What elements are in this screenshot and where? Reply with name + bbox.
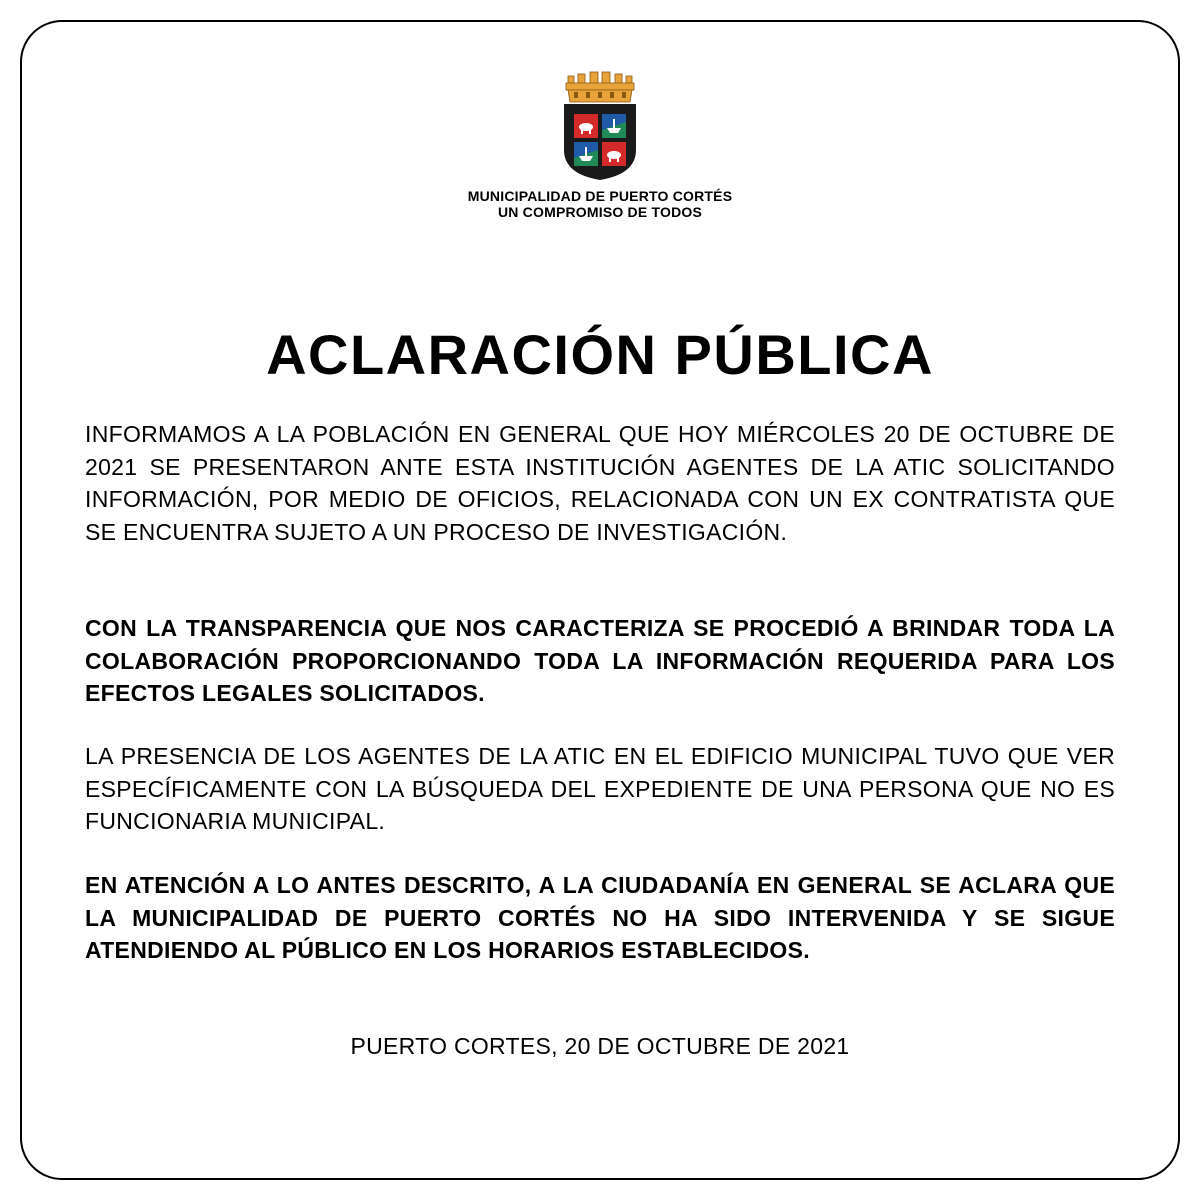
coat-of-arms-icon bbox=[560, 70, 640, 182]
paragraph-1: INFORMAMOS A LA POBLACIÓN EN GENERAL QUE HOY MIÉRCOLES 20 DE OCTUBRE DE 2021 SE PRESENTARON ANTE ESTA INSTITUCIÓN AGENTES DE LA ATIC SOLICITANDO INFORMACIÓN, POR MEDIO DE OFICIOS, RELACIONADA CON UN EX CONTRATISTA QUE SE ENCUENTRA SUJETO A UN PROCESO DE INVESTIGACIÓN. bbox=[85, 421, 1115, 545]
paragraph-2: CON LA TRANSPARENCIA QUE NOS CARACTERIZA SE PROCEDIÓ A BRINDAR TODA LA COLABORACIÓN PROPORCIONANDO TODA LA INFORMACIÓN REQUERIDA PARA LOS EFECTOS LEGALES SOLICITADOS. bbox=[85, 615, 1115, 706]
organization-header bbox=[300, 188, 900, 220]
paragraph-4: EN ATENCIÓN A LO ANTES DESCRITO, A LA CIUDADANÍA EN GENERAL SE ACLARA QUE LA MUNICIPALIDAD DE PUERTO CORTÉS NO HA SIDO INTERVENIDA Y SE SIGUE ATENDIENDO AL PÚBLICO EN LOS HORARIOS ESTABLECIDOS. bbox=[85, 872, 1115, 963]
page-title: ACLARACIÓN PÚBLICA bbox=[266, 323, 934, 386]
organization-name: MUNICIPALIDAD DE PUERTO CORTÉS bbox=[467, 188, 733, 204]
organization-slogan: UN COMPROMISO DE TODOS bbox=[497, 204, 703, 220]
place-date: PUERTO CORTES, 20 DE OCTUBRE DE 2021 bbox=[350, 1033, 850, 1059]
paragraph-3: LA PRESENCIA DE LOS AGENTES DE LA ATIC EN EL EDIFICIO MUNICIPAL TUVO QUE VER ESPECÍFICAMENTE CON LA BÚSQUEDA DEL EXPEDIENTE DE UNA PERSONA QUE NO ES FUNCIONARIA MUNICIPAL. bbox=[85, 743, 1115, 834]
